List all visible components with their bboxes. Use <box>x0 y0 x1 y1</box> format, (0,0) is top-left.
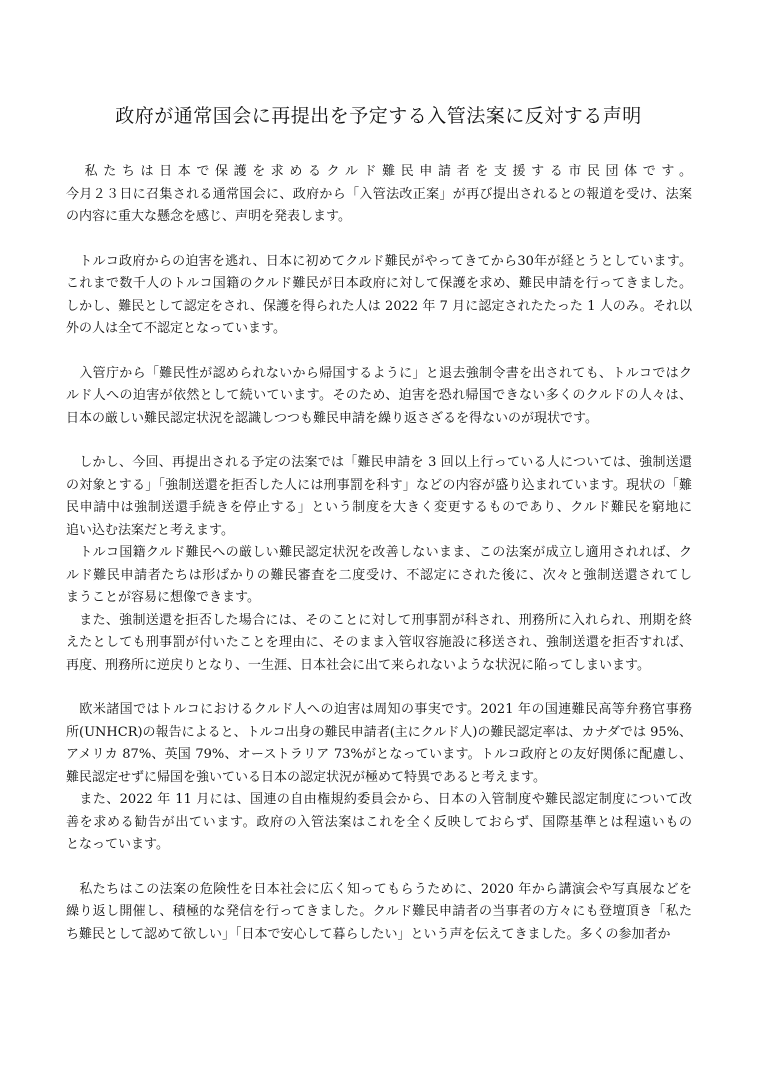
text-line: 日本の厳しい難民認定状況を認識しつつも難民申請を繰り返さざるを得ないのが現状です。 <box>66 410 598 426</box>
paragraph <box>66 542 692 610</box>
paragraph <box>66 610 692 678</box>
text-line: ち難民として認めて欲しい」「日本で安心して暮らしたい」という声を伝えてきました。多くの参加者か <box>66 926 671 942</box>
text-line: また、強制送還を拒否した場合には、そのことに対して刑事罰が科され、刑務所に入れられ、刑期を終 <box>66 612 692 628</box>
paragraph <box>66 363 692 431</box>
text-line: の内容に重大な懸念を感じ、声明を発表します。 <box>66 209 351 224</box>
text-line: 民申請中は強制送還手続きを停止する」という制度を大きく変更するものであり、クルド難民を窮地に <box>66 500 692 515</box>
paragraph <box>66 699 692 789</box>
text-line: となっています。 <box>66 837 169 852</box>
paragraph <box>66 452 692 542</box>
text-line: 再度、刑務所に逆戻りとなり、一生涯、日本社会に出て来られないような状況に陥ってしまいます。 <box>66 657 650 673</box>
text-line: 今月２３日に召集される通常国会に、政府から「入管法改正案」が再び提出されるとの報道を受け、法案 <box>66 186 692 202</box>
text-line: トルコ国籍クルド難民への厳しい難民認定状況を改善しないまま、この法案が成立し適用されれば、ク <box>66 545 692 560</box>
document-body <box>66 161 692 968</box>
text-line: 追い込む法案だと考えます。 <box>66 522 234 538</box>
text-line: 私たちはこの法案の危険性を日本社会に広く知ってもらうために、2020 年から講演会や写真展などを <box>66 881 692 897</box>
paragraph <box>66 789 692 857</box>
text-line: しかし、今回、再提出される予定の法案では「難民申請を 3 回以上行っている人については、強制送還 <box>66 455 692 470</box>
text-line: これまで数千人のトルコ国籍のクルド難民が日本政府に対して保護を求め、難民申請を行ってきました。 <box>66 276 692 291</box>
paragraph <box>66 161 692 229</box>
text-line: 善を求める勧告が出ています。政府の入管法案はこれを全く反映しておらず、国際基準とは程遠いもの <box>66 814 692 830</box>
text-line: えたとしても刑事罰が付いたことを理由に、そのまま入管収容施設に移送され、強制送還を拒否すれば、 <box>66 635 692 650</box>
document-title: 政府が通常国会に再提出を予定する入管法案に反対する声明 <box>115 105 642 127</box>
text-line: 繰り返し開催し、積極的な発信を行ってきました。クルド難民申請者の当事者の方々にも登壇頂き「私た <box>66 904 692 919</box>
text-line: ルド難民申請者たちは形ばかりの難民審査を二度受け、不認定にされた後に、次々と強制送還されてし <box>66 567 692 583</box>
text-line: 欧米諸国ではトルコにおけるクルド人への迫害は周知の事実です。2021 年の国連難民高等弁務官事務 <box>66 702 692 717</box>
text-line: アメリカ 87%、英国 79%、オーストラリア 73%がとなっています。トルコ政府との友好関係に配慮し、 <box>66 747 692 762</box>
text-line: まうことが容易に想像できます。 <box>66 590 260 605</box>
text-line: トルコ政府からの迫害を逃れ、日本に初めてクルド難民がやってきてから30年が経とうとしています。 <box>66 253 692 269</box>
paragraph <box>66 879 692 947</box>
text-line: 所(UNHCR)の報告によると、トルコ出身の難民申請者(主にクルド人)の難民認定率は、カナダでは 95%、 <box>66 724 692 740</box>
text-line: の対象とする」「強制送還を拒否した人には刑事罰を科す」などの内容が盛り込まれています。現状の「難 <box>66 477 692 493</box>
text-line: また、2022 年 11 月には、国連の自由権規約委員会から、日本の入管制度や難民認定制度について改 <box>66 792 692 807</box>
text-line: 私たちは日本で保護を求めるクルド難民申請者を支援する市民団体です。 <box>66 164 692 179</box>
text-line: ルド人への迫害が依然として続いています。そのため、迫害を恐れ帰国できない多くのクルドの人々は、 <box>66 388 692 403</box>
text-line: 入管庁から「難民性が認められないから帰国するように」と退去強制令書を出されても、トルコではク <box>66 365 692 381</box>
text-line: 外の人は全て不認定となっています。 <box>66 321 286 336</box>
text-line: 難民認定せずに帰国を強いている日本の認定状況が極めて特異であると考えます。 <box>66 769 546 785</box>
text-line: しかし、難民として認定をされ、保護を得られた人は 2022 年 7 月に認定されたたった 1 人のみ。それ以 <box>66 298 692 314</box>
paragraph <box>66 251 692 341</box>
